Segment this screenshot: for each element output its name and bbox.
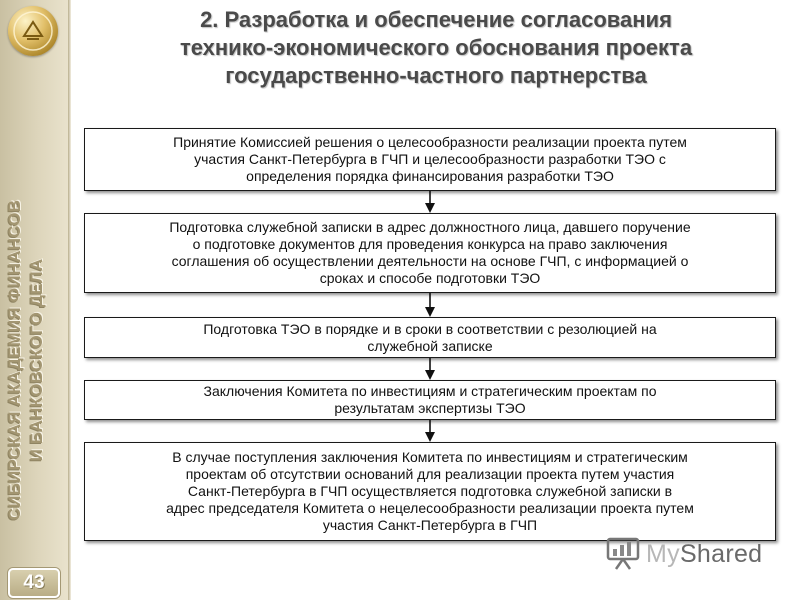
page-number-badge: 43 [8, 568, 60, 598]
slide-title-line1: 2. Разработка и обеспечение согласования [200, 7, 672, 32]
flow-arrow-3 [423, 358, 437, 380]
flow-step-2-line4: сроках и способе подготовки ТЭО [319, 270, 541, 286]
organization-name-line2: И БАНКОВСКОГО ДЕЛА [27, 258, 46, 462]
flow-step-5-line3: Санкт-Петербурга в ГЧП осуществляется подготовка служебной записки в [187, 483, 673, 499]
flow-step-5-line1: В случае поступления заключения Комитета по инвестициям и стратегическим [172, 449, 688, 465]
flow-step-3 [84, 317, 776, 358]
watermark-text [646, 540, 762, 569]
flow-step-2-line1: Подготовка служебной записки в адрес должностного лица, давшего поручение [169, 219, 691, 235]
flow-step-4-line1: Заключения Комитета по инвестициям и стратегическим проектам по [203, 383, 657, 399]
flow-step-2-line3: соглашения об осуществлении деятельности на основе ГЧП, с информацией о [171, 253, 689, 269]
presentation-board-icon [606, 537, 640, 571]
watermark-text-shared: Shared [679, 539, 763, 568]
flow-step-1-line2: участия Санкт-Петербурга в ГЧП и целесообразности разработки ТЭО с [194, 151, 666, 167]
flow-step-2 [84, 213, 776, 293]
academy-logo-icon [8, 6, 58, 56]
flow-step-2-line2: о подготовке документов для проведения конкурса на право заключения [192, 236, 668, 252]
myshared-watermark [606, 536, 762, 572]
flow-step-3-line2: служебной записке [367, 337, 493, 354]
flow-step-1-line3: определения порядка финансирования разработки ТЭО [246, 168, 614, 184]
flow-step-5-line4: адрес председателя Комитета о нецелесообразности реализации проекта путем [166, 500, 694, 516]
slide-title-line3: государственно-частного партнерства [225, 63, 647, 88]
slide-title [78, 6, 794, 90]
organization-name-line1: СИБИРСКАЯ АКАДЕМИЯ ФИНАНСОВ [5, 199, 24, 521]
flow-step-5-line5: участия Санкт-Петербурга в ГЧП [322, 517, 538, 533]
watermark-text-my: My [646, 539, 680, 568]
flow-step-5 [84, 442, 776, 541]
flow-step-5-line2: проектам об отсутствии оснований для реализации проекта путем участия [185, 466, 675, 482]
flow-step-1-line1: Принятие Комиссией решения о целесообразности реализации проекта путем [173, 134, 687, 150]
flow-arrow-4 [423, 420, 437, 442]
flow-step-3-line1: Подготовка ТЭО в порядке и в сроки в соответствии с резолюцией на [203, 320, 657, 337]
sidebar-divider [68, 0, 71, 600]
flow-step-1 [84, 128, 776, 191]
flow-arrow-1 [423, 191, 437, 213]
flow-step-4-line2: результатам экспертизы ТЭО [334, 400, 526, 416]
flow-arrow-2 [423, 293, 437, 317]
slide-title-line2: технико-экономического обоснования проекта [179, 35, 693, 60]
organization-name [4, 110, 64, 610]
flow-step-4 [84, 380, 776, 420]
